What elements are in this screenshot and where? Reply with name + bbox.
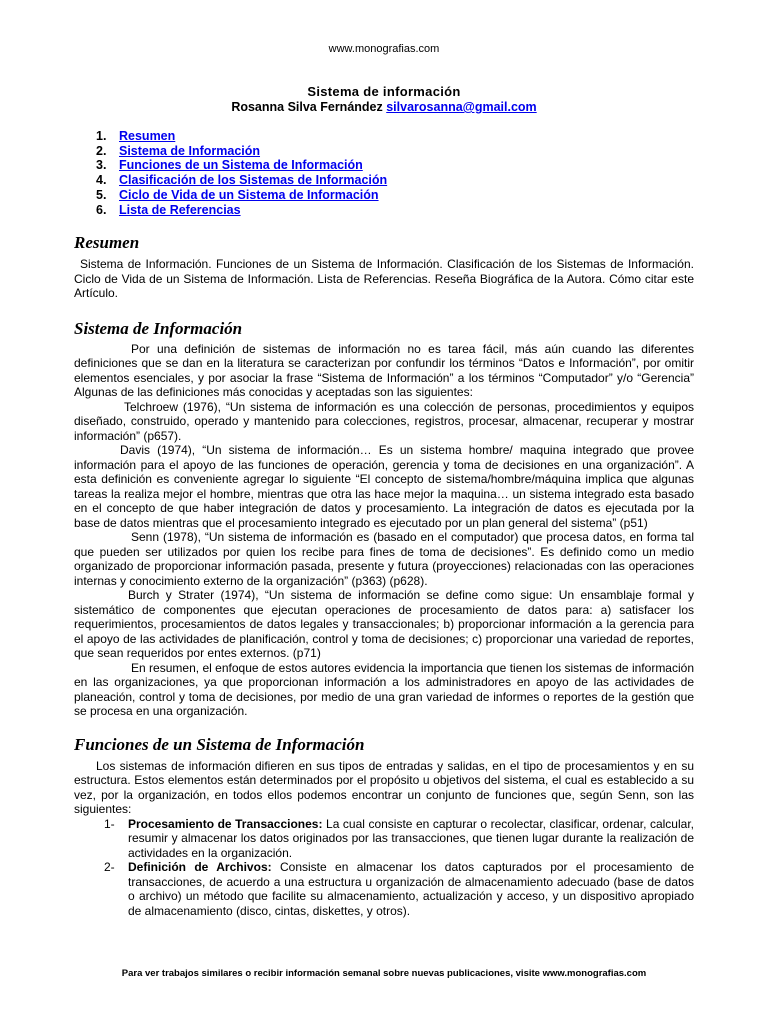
document-title: Sistema de información: [307, 84, 461, 99]
list-item: [74, 817, 694, 861]
author-email-link[interactable]: silvarosanna@gmail.com: [386, 100, 537, 114]
toc-link-resumen[interactable]: Resumen: [119, 129, 176, 143]
sistema-paragraph-senn: Senn (1978), “Un sistema de información es (basado en el computador) que procesa datos, en forma tal que pueden ser utilizados por quien los recibe para fines de toma de decisiones”. Es definido como un medio organizado de proporcionar información pasada, presente y futura (proyecciones) relacionadas con las operaciones internas y conocimiento externo de la organización” (p363) (p628).: [74, 530, 694, 588]
toc-number: 2.: [96, 143, 107, 158]
list-item-term: Procesamiento de Transacciones:: [128, 816, 323, 831]
toc-link-sistema[interactable]: Sistema de Información: [119, 143, 261, 158]
sistema-paragraph-telchroew: Telchroew (1976), “Un sistema de información es una colección de personas, procedimientos y equipos diseñado, construido, operado y mantenido para colecciones, registros, procesar, almacenar, recuperar y mostrar información” (p657).: [74, 399, 694, 443]
section-heading-sistema: Sistema de Información: [74, 318, 243, 338]
section-heading-resumen: Resumen: [74, 233, 140, 253]
list-item: [74, 860, 694, 918]
funciones-intro: Los sistemas de información difieren en sus tipos de entradas y salidas, en el tipo de procesamientos y en su estructura. Estos elementos están determinados por el propósito u objetivos del sistema, el cual es establecido a su vez, por la organización, en todos ellos podemos encontrar un conjunto de funciones que, según Senn, son las siguientes:: [74, 758, 694, 817]
toc-item-referencias: [74, 203, 694, 218]
toc-link-referencias[interactable]: Lista de Referencias: [119, 202, 241, 217]
toc-number: 3.: [96, 158, 107, 173]
sistema-paragraph-intro: Por una definición de sistemas de información no es tarea fácil, más aún cuando las diferentes definiciones que se dan en la literatura se caracterizan por confundir los términos “Datos e Información”, por omitir elementos esenciales, y por asociar la frase “Sistema de Información” a los términos “Computador” y/o “Gerencia” Algunas de las definiciones más conocidas y aceptadas son las siguientes:: [74, 341, 694, 400]
toc-item-ciclo: [74, 188, 694, 203]
toc-item-resumen: [74, 129, 694, 144]
toc-number: 5.: [96, 187, 107, 202]
toc-number: 1.: [96, 129, 107, 143]
document-page: [74, 0, 694, 918]
toc-item-sistema: [74, 144, 694, 159]
toc-link-ciclo[interactable]: Ciclo de Vida de un Sistema de Información: [119, 187, 379, 202]
sistema-section-body: [74, 342, 694, 719]
list-item-text: La cual consiste en capturar o recolectar, clasificar, ordenar, calcular, resumir y almacenar los datos originados por las transacciones, que tienen lugar durante la realización de actividades en la organización.: [128, 816, 694, 860]
sistema-paragraph-burch: Burch y Strater (1974), “Un sistema de información se define como sigue: Un ensamblaje formal y sistemático de componentes que ejecutan operaciones de procesamiento de datos para: a) satisfacer los requerimientos, procesamientos de datos legales y transaccionales; b) proporcionar información a la gerencia para el apoyo de las actividades de planificación, control y toma de decisiones; c) proporcionar una variedad de reportes, que sean requeridos por entes externos. (p71): [74, 588, 694, 661]
author-byline: [74, 100, 694, 114]
section-heading-funciones: Funciones de un Sistema de Información: [74, 734, 365, 754]
list-item-number: 1-: [104, 816, 115, 831]
list-item-term: Definición de Archivos:: [128, 860, 272, 875]
site-header: www.monografias.com: [328, 43, 440, 55]
toc-number: 6.: [96, 202, 107, 217]
table-of-contents: [74, 129, 694, 217]
funciones-section-body: [74, 759, 694, 919]
list-item-text: Consiste en almacenar los datos capturados por el procesamiento de transacciones, de acuerdo a una estructura u organización de almacenamiento adecuado (base de datos o archivo) un método que facilite su almacenamiento, actualización y acceso, y un dispositivo apropiado de almacenamiento (disco, cintas, diskettes, y otros).: [128, 860, 695, 918]
toc-item-clasificacion: [74, 173, 694, 188]
toc-number: 4.: [96, 173, 107, 188]
sistema-paragraph-resumen: En resumen, el enfoque de estos autores evidencia la importancia que tienen los sistemas de información en las organizaciones, ya que proporcionan información a los administradores en apoyo de las actividades de planeación, control y toma de decisiones, por medio de una gran variedad de informes o reportes de la gestión que se procesa en una organización.: [74, 660, 694, 719]
funciones-list: [74, 817, 694, 919]
author-name: Rosanna Silva Fernández: [231, 100, 383, 114]
toc-link-clasificacion[interactable]: Clasificación de los Sistemas de Información: [119, 173, 388, 188]
list-item-number: 2-: [104, 860, 115, 875]
resumen-paragraph: Sistema de Información. Funciones de un Sistema de Información. Clasificación de los Sistemas de Información. Ciclo de Vida de un Sistema de Información. Lista de Referencias. Reseña Biográfica de la Autora. Cómo citar este Artículo.: [74, 257, 694, 301]
toc-link-funciones[interactable]: Funciones de un Sistema de Información: [119, 158, 363, 173]
sistema-paragraph-davis: Davis (1974), “Un sistema de información… Es un sistema hombre/ maquina integrado que provee información para el apoyo de las funciones de operación, gerencia y toma de decisiones en una organización”. A esta definición es conveniente agregar lo siguiente “El concepto de sistema/hombre/máquina implica que algunas tareas la realiza mejor el hombre, mientras que otra las hace mejor la maquina… un sistema integrado esta basado en el concepto de que haber integración de datos y procesamiento. La integración de datos es ejecutada por la base de datos mientras que el procesamiento integrado es ejecutado por un plan general del sistema” (p51): [74, 443, 694, 530]
page-footer: Para ver trabajos similares o recibir información semanal sobre nuevas publicaciones, visite www.monografias.com: [121, 968, 647, 979]
toc-item-funciones: [74, 158, 694, 173]
